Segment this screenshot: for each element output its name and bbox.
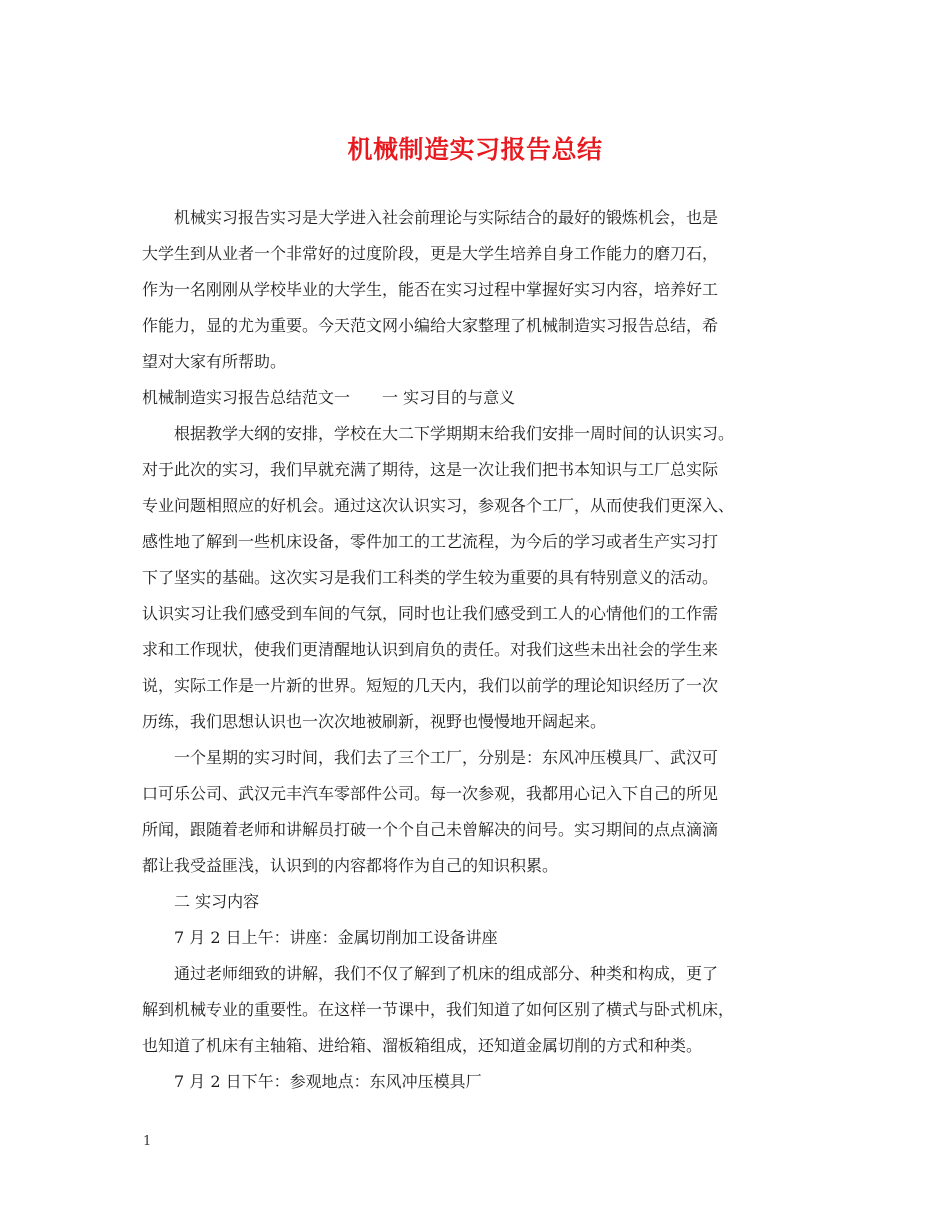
body-line: 大学生到从业者一个非常好的过度阶段，更是大学生培养自身工作能力的磨刀石， [142,244,719,263]
body-line: 所闻，跟随着老师和讲解员打破一个个自己未曾解决的问号。实习期间的点点滴滴 [142,820,719,839]
body-line: 口可乐公司、武汉元丰汽车零部件公司。每一次参观，我都用心记入下自己的所见 [142,784,719,803]
body-line: 解到机械专业的重要性。在这样一节课中，我们知道了如何区别了横式与卧式机床， [142,1000,735,1019]
body-line: 求和工作现状，使我们更清醒地认识到肩负的责任。对我们这些未出社会的学生来 [142,640,719,659]
body-line: 感性地了解到一些机床设备，零件加工的工艺流程，为今后的学习或者生产实习打 [142,532,719,551]
body-line: 通过老师细致的讲解，我们不仅了解到了机床的组成部分、种类和构成，更了 [142,964,719,983]
document-title: 机械制造实习报告总结 [347,135,603,164]
body-line: 作为一名刚刚从学校毕业的大学生，能否在实习过程中掌握好实习内容，培养好工 [142,280,719,299]
body-line: 下了坚实的基础。这次实习是我们工科类的学生较为重要的具有特别意义的活动。 [142,568,719,587]
body-line: 认识实习让我们感受到车间的气氛，同时也让我们感受到工人的心情他们的工作需 [142,604,719,623]
body-line: 历练，我们思想认识也一次次地被刷新，视野也慢慢地开阔起来。 [142,712,607,731]
body-line: 专业问题相照应的好机会。通过这次认识实习，参观各个工厂，从而使我们更深入、 [142,496,735,515]
page-number: 1 [143,1134,152,1149]
body-line: 对于此次的实习，我们早就充满了期待，这是一次让我们把书本知识与工厂总实际 [142,460,719,479]
body-line: 7 月 2 日上午：讲座：金属切削加工设备讲座 [142,928,498,947]
body-line: 望对大家有所帮助。 [142,352,287,371]
body-line: 说，实际工作是一片新的世界。短短的几天内，我们以前学的理论知识经历了一次 [142,676,719,695]
body-line: 根据教学大纲的安排，学校在大二下学期期末给我们安排一周时间的认识实习。 [142,424,735,443]
body-line: 一个星期的实习时间，我们去了三个工厂，分别是：东风冲压模具厂、武汉可 [142,748,719,767]
section-heading-line: 机械制造实习报告总结范文一 一 实习目的与意义 [142,388,516,407]
section-heading-line: 二 实习内容 [142,892,260,911]
body-line: 机械实习报告实习是大学进入社会前理论与实际结合的最好的锻炼机会，也是 [142,208,719,227]
body-line: 作能力，显的尤为重要。今天范文网小编给大家整理了机械制造实习报告总结，希 [142,316,719,335]
body-line: 都让我受益匪浅，认识到的内容都将作为自己的知识积累。 [142,856,559,875]
body-line: 也知道了机床有主轴箱、进给箱、溜板箱组成，还知道金属切削的方式和种类。 [142,1036,703,1055]
body-line: 7 月 2 日下午：参观地点：东风冲压模具厂 [142,1072,482,1091]
